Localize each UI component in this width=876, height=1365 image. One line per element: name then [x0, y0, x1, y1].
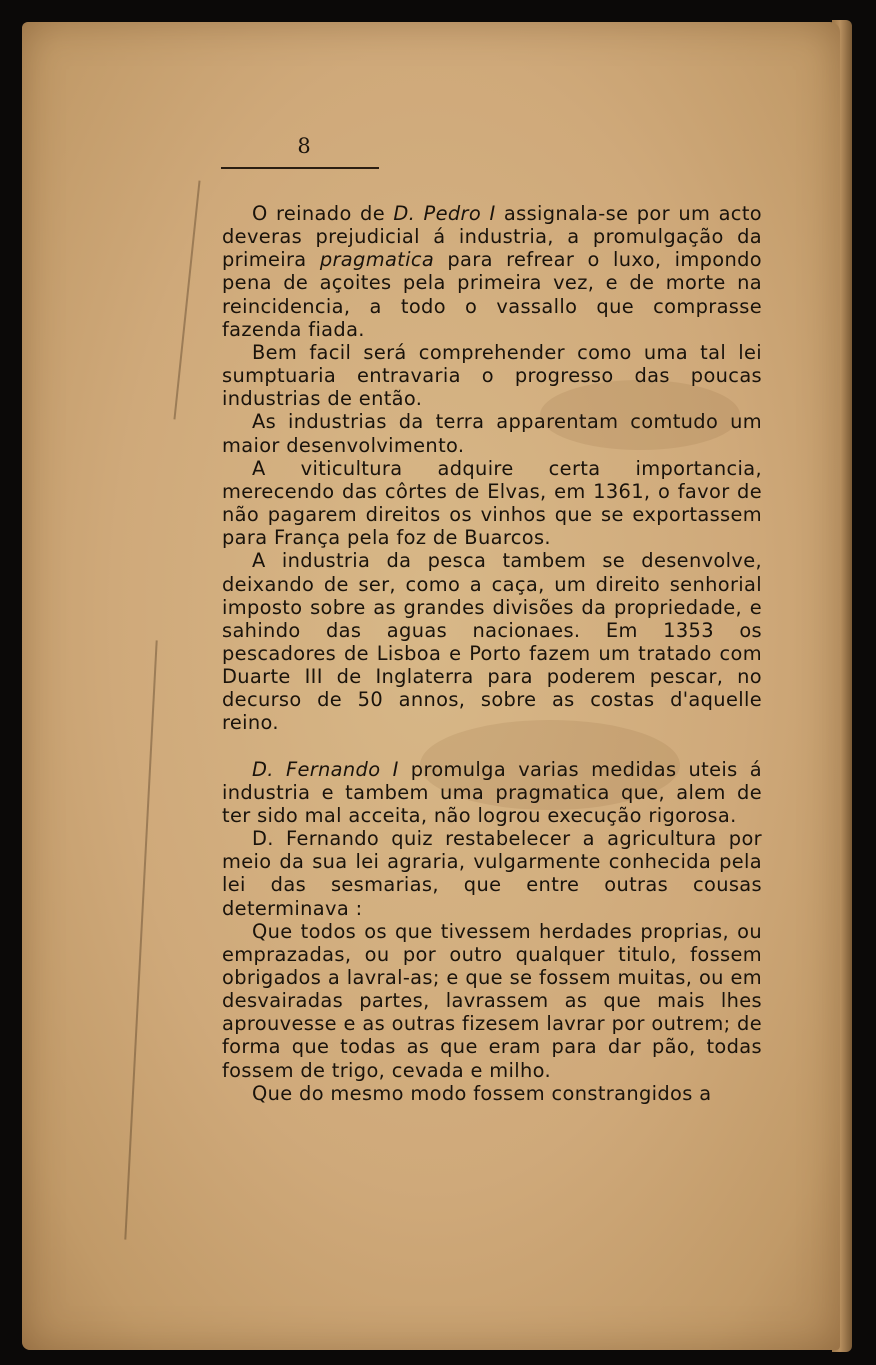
- paragraph: Bem facil será comprehender como uma tal lei sumptuaria entravaria o progresso das poucas industrias de então.: [222, 340, 762, 411]
- paragraph: D. Fernando I promulga varias medidas uteis á industria e tambem uma pragmatica que, alem de ter sido mal acceita, não logrou execução rigorosa.: [222, 757, 762, 827]
- paragraph: A viticultura adquire certa importancia, merecendo das côrtes de Elvas, em 1361, o favor de não pagarem direitos os vinhos que se exportassem para França pela foz de Buarcos.: [222, 456, 762, 550]
- paragraph: O reinado de D. Pedro I assignala-se por um acto deveras prejudicial á industria, a promulgação da primeira pragmatica para refrear o luxo, impondo pena de açoites pela primeira vez, e de morte na reincidencia, a todo o vassallo que comprasse fazenda fiada.: [222, 202, 762, 341]
- page-number: 8: [297, 134, 311, 158]
- paragraph: D. Fernando quiz restabelecer a agricultura por meio da sua lei agraria, vulgarmente conhecida pela lei das sesmarias, que entre outras cousas determinava :: [222, 827, 762, 920]
- header-rule: [221, 167, 379, 169]
- body-text: [222, 202, 762, 1105]
- paragraph: Que do mesmo modo fossem constrangidos a: [252, 1081, 712, 1105]
- paragraph: Que todos os que tivessem herdades proprias, ou emprazadas, ou por outro qualquer titulo, fossem obrigados a lavral-as; e que se fossem muitas, ou em desvairadas partes, lavrassem as que mais lhes aprouvesse e as outras fizesem lavrar por outrem; de forma que todas as que eram para dar pão, todas fossem de trigo, cevada e milho.: [222, 919, 762, 1082]
- paragraph: As industrias da terra apparentam comtudo um maior desenvolvimento.: [222, 410, 762, 457]
- paragraph: A industria da pesca tambem se desenvolve, deixando de ser, como a caça, um direito senhorial imposto sobre as grandes divisões da propriedade, e sahindo das aguas nacionaes. Em 1353 os pescadores de Lisboa e Porto fazem um tratado com Duarte III de Inglaterra para poderem pescar, no decurso de 50 annos, sobre as costas d'aquelle reino.: [222, 549, 762, 735]
